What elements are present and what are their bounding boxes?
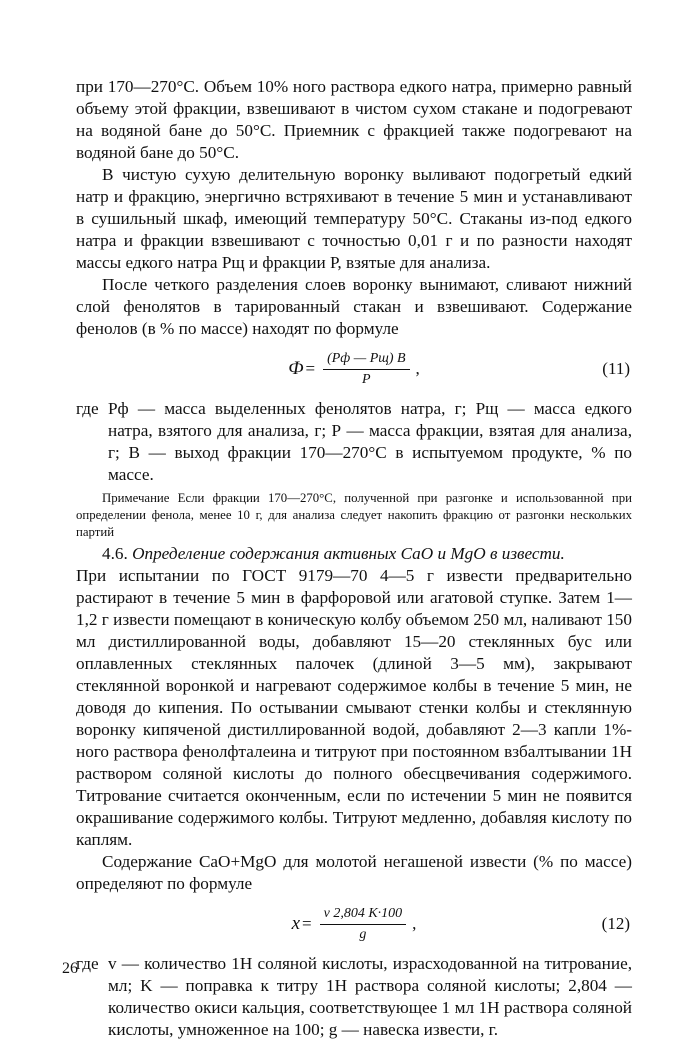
paragraph: После четкого разделения слоев воронку вынимают, сливают нижний слой фенолятов в тарированный стакан и взвешивают. Содержание фенолов (в % по массе) находят по формуле bbox=[76, 275, 632, 338]
formula-lhs: x bbox=[291, 913, 301, 934]
equation-number: (12) bbox=[601, 914, 630, 933]
formula-legend bbox=[76, 953, 632, 1041]
paragraph: При испытании по ГОСТ 9179—70 4—5 г извести предварительно растирают в течение 5 мин в фарфоровой или агатовой ступке. Затем 1—1,2 г извести помещают в коническую колбу объемом 250 мл, наливают 150 мл дистиллированной воды, добавляют 15—20 стеклянных бус или оплавленных стеклянных палочек (длиной 3—5 мм), закрывают стеклянной воронкой и нагревают содержимое колбы в течение 5 мин, не доводя до кипения. По остывании смывают стенки колбы и стеклянную воронку кипяченой дистиллированной водой, добавляют 2—3 капли 1%-ного раствора фенолфталеина и титруют при постоянном взбалтывании 1Н раствором соляной кислоты до полного обесцвечивания содержимого. Титрование считается оконченным, если по истечении 5 мин не появится окрашивание содержимого колбы. Титруют медленно, добавляя кислоту по каплям. bbox=[76, 566, 632, 849]
legend-lead: где bbox=[76, 399, 99, 418]
legend-text: Рф — масса выделенных фенолятов натра, г; Рщ — масса едкого натра, взятого для анализа, г; Р — масса фракции, взятая для анализа, г; В — выход фракции 170—270°С в испытуемом продукте, % по массе. bbox=[108, 399, 632, 484]
formula-denominator: g bbox=[359, 926, 367, 942]
paragraph: при 170—270°С. Объем 10% ного раствора едкого натра, примерно равный объему этой фракции, взвешивают в чистом сухом стакане и подогревают на водяной бане до 50°С. Приемник с фракцией также подогревают на водяной бане до 50°С. bbox=[76, 77, 632, 162]
legend-text: v — количество 1Н соляной кислоты, израсходованной на титрование, мл; K — поправка к титру 1Н раствора соляной кислоты; 2,804 — количество окиси кальция, соответствующее 1 мл 1Н раствора соляной кислоты, умноженное на 100; g — навеска извести, г. bbox=[108, 954, 632, 1039]
note: Примечание Если фракции 170—270°С, полученной при разгонке и использованной при определении фенола, менее 10 г, для анализа следует накопить фракцию от разгонки нескольких партий bbox=[76, 491, 632, 539]
legend-lead: где bbox=[76, 954, 99, 973]
formula-fraction bbox=[323, 351, 409, 388]
section-heading bbox=[76, 543, 632, 565]
paragraph: Содержание СаО+MgO для молотой негашеной извести (% по массе) определяют по формуле bbox=[76, 852, 632, 893]
formula-equals: = bbox=[305, 359, 316, 378]
formula-fraction bbox=[320, 906, 407, 943]
formula-legend bbox=[76, 398, 632, 486]
section-number: 4.6. bbox=[102, 544, 128, 563]
formula-equals: = bbox=[302, 914, 312, 933]
formula-tail: , bbox=[415, 359, 420, 378]
page-body bbox=[76, 76, 632, 1041]
formula-tail: , bbox=[412, 914, 417, 933]
equation-number: (11) bbox=[602, 359, 630, 378]
formula-numerator: (Рф — Рщ) В bbox=[323, 351, 409, 370]
paragraph: В чистую сухую делительную воронку выливают подогретый едкий натр и фракцию, энергично встряхивают в течение 5 мин и устанавливают в сушильный шкаф, имеющий температуру 50°С. Стаканы из-под едкого натра и фракции взвешивают с точностью 0,01 г и по разности находят массы едкого натра Рщ и фракции Р, взятые для анализа. bbox=[76, 165, 632, 272]
formula-11 bbox=[76, 340, 632, 398]
formula-lhs: Ф bbox=[288, 358, 304, 379]
formula-numerator: v 2,804 K·100 bbox=[320, 906, 407, 925]
formula-denominator: Р bbox=[362, 371, 371, 387]
section-title: Определение содержания активных СаО и MgO в извести. bbox=[132, 544, 565, 563]
formula-12 bbox=[76, 895, 632, 953]
page-number: 26 bbox=[62, 960, 78, 977]
